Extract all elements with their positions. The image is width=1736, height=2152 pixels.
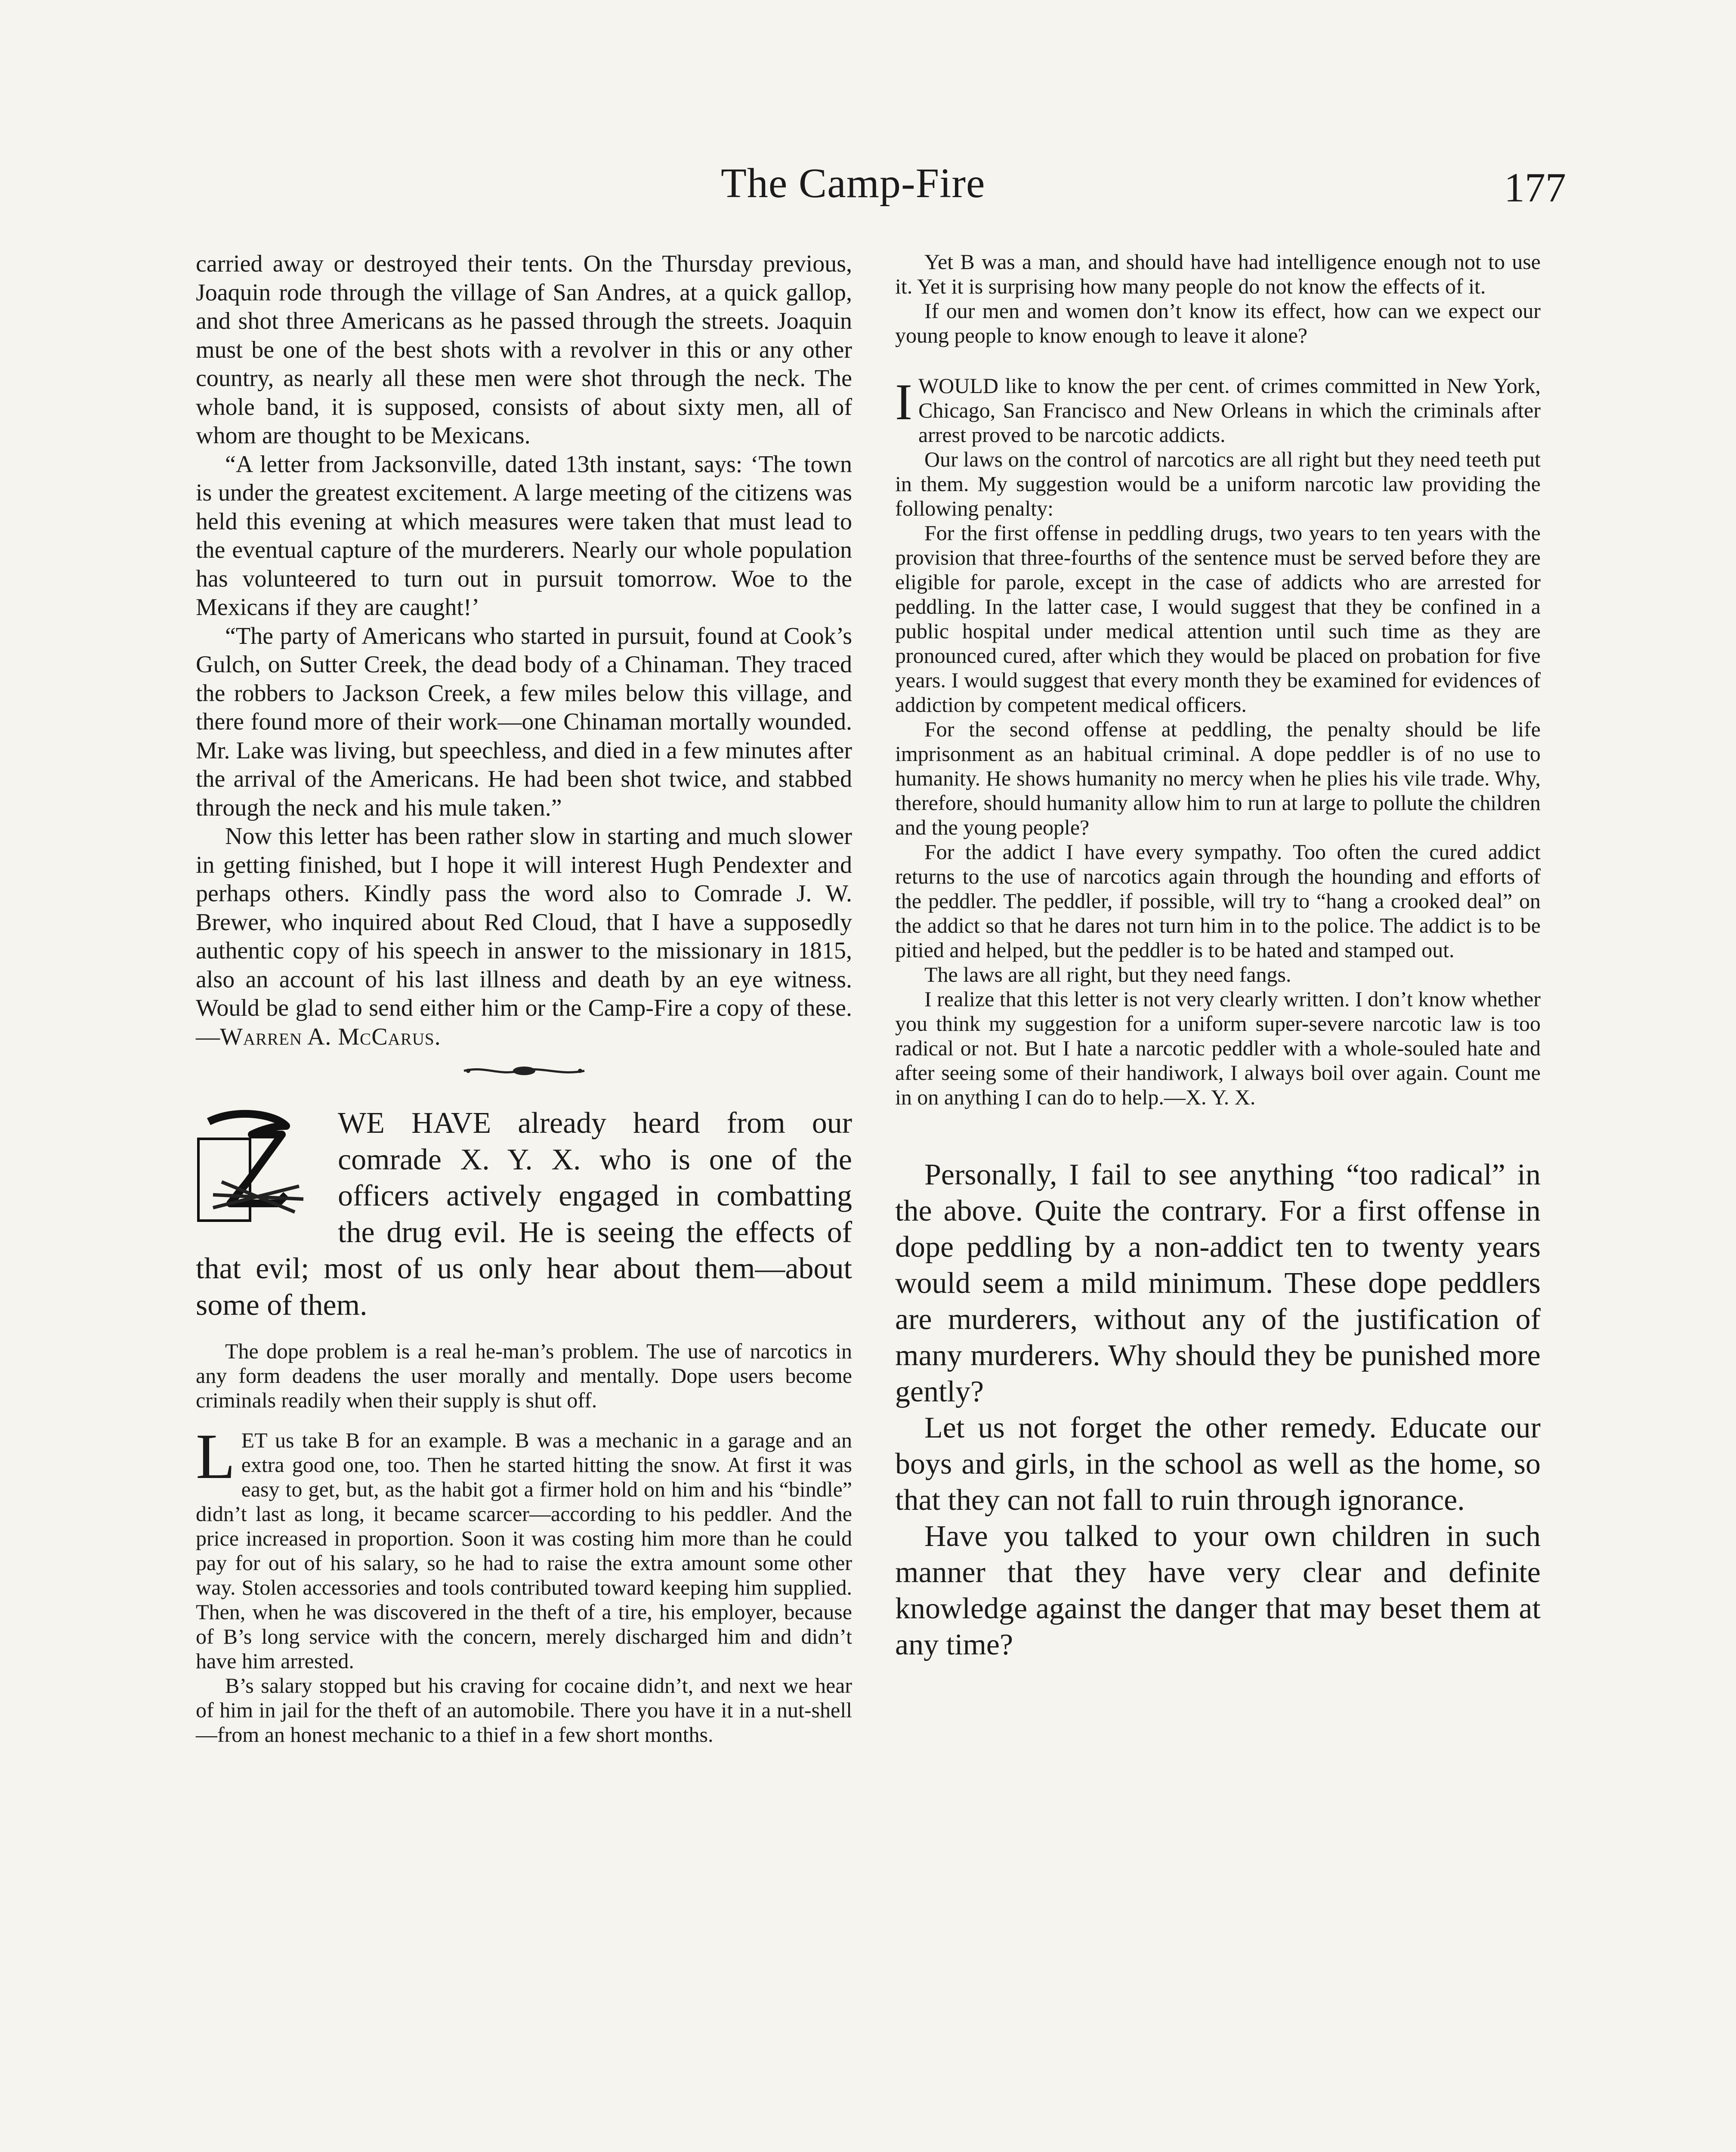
intro-text: WE HAVE already heard from our comrade X. Y. X. who is one of the officers actively engaged in combatting the drug evil. He is seeing the effects of that evil; most of us only hear about them—about some of them. (196, 1107, 852, 1322)
paragraph: The laws are all right, but they need fangs. (924, 962, 1291, 986)
paragraph (895, 374, 1541, 447)
page-number: 177 (1504, 164, 1566, 210)
paragraph (196, 822, 852, 1051)
paragraph (196, 1421, 852, 1673)
paragraph: Yet B was a man, and should have had intelligence enough not to use it. Yet it is surprising how many people do not know the effects of it. (895, 250, 1541, 298)
campfire-initial-icon (196, 1109, 321, 1225)
paragraph: B’s salary stopped but his craving for cocaine didn’t, and next we hear of him in jail for the theft of an automobile. There you have it in a nut-shell—from an honest mechanic to a thief in a few short months. (196, 1673, 852, 1747)
drop-cap: L (196, 1421, 235, 1492)
paragraph-text: ET us take B for an example. B was a mechanic in a garage and an extra good one, too. Then he started hitting the snow. At first it was easy to get, but, as the habit got a firmer hold on him and his “bindle” didn’t last as long, it became scarcer—according to his peddler. And the price increased in proportion. Soon it was costing him more than he could pay for out of his salary, so he had to raise the extra amount some other way. Stolen accessories and tools contributed toward keeping him supplied. Then, when he was discovered in the theft of a tire, his employer, because of B’s long service with the concern, merely discharged him and didn’t have him arrested. (196, 1428, 852, 1673)
editor-comment: Let us not forget the other remedy. Educate our boys and girls, in the school as well as the home, so that they can not fall to ruin through ignorance. (895, 1411, 1541, 1517)
paragraph: “The party of Americans who started in pursuit, found at Cook’s Gulch, on Sutter Creek, the dead body of a Chinaman. They traced the robbers to Jackson Creek, a few miles below this village, and there found more of their work—one Chinaman mortally wounded. Mr. Lake was living, but speechless, and died in a few minutes after the arrival of the Americans. He had been shot twice, and stabbed through the neck and his mule taken.” (196, 622, 852, 821)
editor-comment: Personally, I fail to see anything “too radical” in the above. Quite the contrary. For a first offense in dope peddling by a non-addict ten to twenty years would seem a mild minimum. These dope peddlers are murderers, without any of the justification of many murderers. Why should they be punished more gently? (895, 1158, 1541, 1408)
paragraph: carried away or destroyed their tents. On the Thursday previous, Joaquin rode through the village of San Andres, at a quick gallop, and shot three Americans as he passed through the streets. Joaquin must be one of the best shots with a revolver in this or any other country, as nearly all these men were shot through the neck. The whole band, it is supposed, consists of about sixty men, all of whom are thought to be Mexicans. (196, 250, 852, 449)
right-column (895, 250, 1541, 1663)
page-header (0, 159, 1566, 224)
left-column (196, 250, 852, 1747)
paragraph: Our laws on the control of narcotics are all right but they need teeth put in them. My suggestion would be a uniform narcotic law providing the following penalty: (895, 447, 1541, 520)
paragraph: If our men and women don’t know its effect, how can we expect our young people to know enough to leave it alone? (895, 299, 1541, 347)
paragraph: For the first offense in peddling drugs, two years to ten years with the provision that three-fourths of the sentence must be served before they are eligible for parole, except in the case of addicts who are arrested for peddling. In the latter case, I would suggest that they be confined in a public hospital under medical attention until such time as they are pronounced cured, after which they would be placed on probation for five years. I would suggest that every month they be examined for evidences of addiction by competent medical officers. (895, 521, 1541, 717)
drop-cap: I (895, 373, 912, 430)
paragraph-text: WOULD like to know the per cent. of crimes committed in New York, Chicago, San Francisco and New Orleans in which the criminals after arrest proved to be narcotic addicts. (918, 374, 1541, 447)
running-title: The Camp-Fire (721, 160, 985, 207)
paragraph: For the second offense at peddling, the penalty should be life imprisonment as an habitual criminal. A dope peddler is of no use to humanity. He shows humanity no mercy when he plies his vile trade. Why, therefore, should humanity allow him to run at large to pollute the children and the young people? (895, 717, 1541, 839)
editor-comment: Have you talked to your own children in such manner that they have very clear and definite knowledge against the danger that may beset them at any time? (895, 1520, 1541, 1661)
paragraph-text: Now this letter has been rather slow in starting and much slower in getting finished, but I hope it will interest Hugh Pendexter and perhaps others. Kindly pass the word also to Comrade J. W. Brewer, who inquired about Red Cloud, that I have a supposedly authentic copy of his speech in answer to the missionary in 1815, also an account of his last illness and death by an eye witness. Would be glad to send either him or the Camp-Fire a copy of these.— (196, 823, 852, 1050)
paragraph: For the addict I have every sympathy. Too often the cured addict returns to the use of narcotics again through the hounding and efforts of the peddler. The peddler, if possible, will try to “hang a crooked deal” on the addict so that he dares not turn him in to the police. The addict is to be pitied and helped, but the peddler is to be hated and stamped out. (895, 840, 1541, 962)
letter-signature: Warren A. McCarus. (220, 1023, 441, 1050)
paragraph: “A letter from Jacksonville, dated 13th instant, says: ‘The town is under the greatest excitement. A large meeting of the citizens was held this evening at which measures were taken that must lead to the eventual capture of the murderers. Nearly our whole population has volunteered to turn out in pursuit tomorrow. Woe to the Mexicans if they are caught!’ (196, 451, 852, 621)
divider-ornament (460, 1061, 589, 1080)
editor-intro (196, 1105, 852, 1323)
paragraph: The dope problem is a real he-man’s problem. The use of narcotics in any form deadens the user morally and mentally. Dope users become criminals readily when their supply is shut off. (196, 1339, 852, 1412)
paragraph: I realize that this letter is not very clearly written. I don’t know whether you think my suggestion for a uniform super-severe narcotic law is too radical or not. But I hate a narcotic peddler with a whole-souled hate and after seeing some of their handiwork, I always boil over again. Count me in on anything I can do to help.—X. Y. X. (895, 987, 1541, 1109)
